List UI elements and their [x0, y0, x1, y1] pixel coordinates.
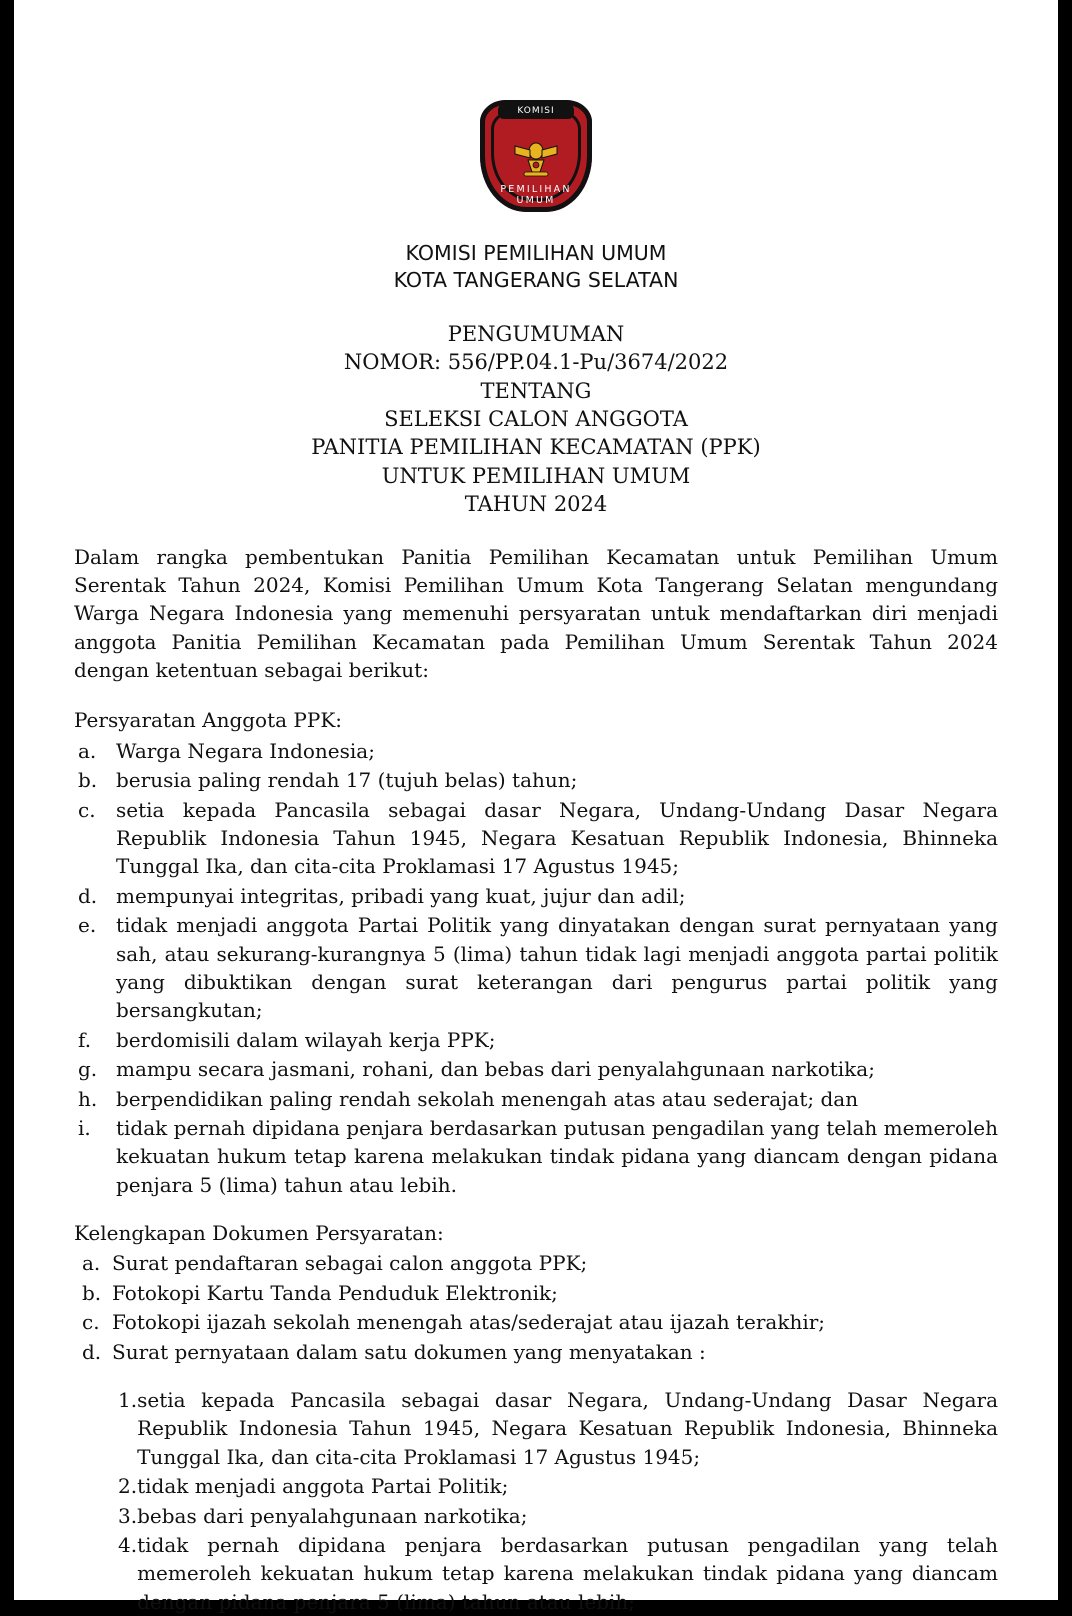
list-text: Fotokopi ijazah sekolah menengah atas/sederajat atau ijazah terakhir; [112, 1310, 826, 1335]
list-text: Surat pendaftaran sebagai calon anggota PPK; [112, 1251, 588, 1276]
announcement-title-block [74, 320, 998, 518]
list-text: berdomisili dalam wilayah kerja PPK; [116, 1027, 496, 1052]
list-marker: b. [82, 1280, 102, 1305]
list-marker: g. [78, 1057, 98, 1082]
documents-list [74, 1249, 998, 1366]
list-marker: d. [78, 883, 98, 908]
list-text: bebas dari penyalahgunaan narkotika; [137, 1503, 528, 1528]
list-item [74, 1026, 998, 1054]
list-item [74, 1338, 998, 1366]
intro-paragraph: Dalam rangka pembentukan Panitia Pemilihan Kecamatan untuk Pemilihan Umum Serentak Tahun 2024, Komisi Pemilihan Umum Kota Tangerang Selatan mengundang Warga Negara Indonesia yang memenuhi persyaratan untuk mendaftarkan diri menjadi anggota Panitia Pemilihan Kecamatan pada Pemilihan Umum Serentak Tahun 2024 dengan ketentuan sebagai berikut: [74, 544, 998, 683]
list-marker: c. [78, 797, 96, 822]
list-item [74, 1472, 998, 1500]
list-item [74, 911, 998, 1025]
document-page [14, 0, 1058, 1614]
requirements-section [74, 706, 998, 1199]
documents-heading: Kelengkapan Dokumen Persyaratan: [74, 1221, 444, 1246]
kpu-logo-icon [480, 100, 592, 212]
list-item [74, 1531, 998, 1616]
list-item [74, 737, 998, 765]
list-marker: 4. [118, 1533, 138, 1557]
list-item [74, 766, 998, 794]
list-text: Fotokopi Kartu Tanda Penduduk Elektronik; [112, 1280, 558, 1305]
list-marker: a. [82, 1251, 101, 1276]
list-item [74, 796, 998, 881]
list-item [74, 1502, 998, 1530]
list-marker: 2. [118, 1474, 138, 1499]
list-item [74, 1114, 998, 1199]
list-text: berusia paling rendah 17 (tujuh belas) tahun; [116, 768, 578, 793]
list-text: Surat pernyataan dalam satu dokumen yang menyatakan : [112, 1339, 706, 1364]
list-text: tidak menjadi anggota Partai Politik yang dinyatakan dengan surat pernyataan yang sah, atau sekurang-kurangnya 5 (lima) tahun tidak lagi menjadi anggota partai politik yang dibuktikan dengan surat keterangan dari pengurus partai politik yang bersangkutan; [116, 913, 998, 1023]
title-tentang: TENTANG [480, 378, 592, 403]
title-seleksi: SELEKSI CALON ANGGOTA [384, 407, 688, 432]
list-text: mampu secara jasmani, rohani, dan bebas dari penyalahgunaan narkotika; [116, 1057, 875, 1082]
list-marker: 3. [118, 1503, 138, 1528]
title-nomor: NOMOR: 556/PP.04.1-Pu/3674/2022 [343, 350, 729, 375]
list-marker: i. [78, 1115, 91, 1140]
documents-sublist [74, 1386, 998, 1616]
list-marker: e. [78, 913, 97, 938]
list-text: Warga Negara Indonesia; [116, 738, 375, 763]
logo-top-band-text: KOMISI [498, 104, 574, 119]
org-line-2: KOTA TANGERANG SELATAN [393, 268, 679, 293]
list-text: mempunyai integritas, pribadi yang kuat, jujur dan adil; [116, 883, 686, 908]
list-item [74, 882, 998, 910]
list-marker: d. [82, 1339, 102, 1364]
garuda-emblem-icon [510, 134, 562, 178]
list-marker: c. [82, 1310, 100, 1335]
list-marker: b. [78, 768, 98, 793]
title-pengumuman: PENGUMUMAN [447, 322, 625, 347]
list-item [74, 1279, 998, 1307]
list-marker: h. [78, 1086, 98, 1111]
organization-heading [74, 240, 998, 294]
list-marker: a. [78, 738, 97, 763]
list-item [74, 1249, 998, 1277]
list-text: tidak pernah dipidana penjara berdasarkan putusan pengadilan yang telah memeroleh kekuatan hukum tetap karena melakukan tindak pidana yang diancam dengan pidana penjara 5 (lima) tahun atau lebih. [116, 1115, 998, 1197]
list-text: tidak pernah dipidana penjara berdasarkan putusan pengadilan yang telah memeroleh kekuatan hukum tetap karena melakukan tindak pidana yang diancam dengan pidana penjara 5 (lima) tahun atau lebih; [137, 1533, 998, 1614]
list-marker: f. [78, 1027, 92, 1052]
list-text: berpendidikan paling rendah sekolah menengah atas atau sederajat; dan [116, 1086, 859, 1111]
list-text: tidak menjadi anggota Partai Politik; [137, 1474, 509, 1499]
list-text: setia kepada Pancasila sebagai dasar Negara, Undang-Undang Dasar Negara Republik Indonesia Tahun 1945, Negara Kesatuan Republik Indonesia, Bhinneka Tunggal Ika, dan cita-cita Proklamasi 17 Agustus 1945; [137, 1388, 998, 1469]
title-tahun: TAHUN 2024 [464, 492, 608, 517]
requirements-list [74, 737, 998, 1199]
documents-section [74, 1219, 998, 1616]
list-item [74, 1055, 998, 1083]
logo-arc-text: PEMILIHAN UMUM [500, 184, 572, 206]
title-ppk: PANITIA PEMILIHAN KECAMATAN (PPK) [311, 435, 761, 460]
title-untuk: UNTUK PEMILIHAN UMUM [381, 463, 691, 488]
org-line-1: KOMISI PEMILIHAN UMUM [405, 241, 667, 265]
logo-container [74, 100, 998, 212]
list-item [74, 1386, 998, 1471]
requirements-heading: Persyaratan Anggota PPK: [74, 708, 343, 733]
list-text: setia kepada Pancasila sebagai dasar Negara, Undang-Undang Dasar Negara Republik Indonesia Tahun 1945, Negara Kesatuan Republik Indonesia, Bhinneka Tunggal Ika, dan cita-cita Proklamasi 17 Agustus 1945; [116, 797, 998, 879]
list-item [74, 1085, 998, 1113]
list-marker: 1. [118, 1388, 138, 1413]
list-item [74, 1308, 998, 1336]
